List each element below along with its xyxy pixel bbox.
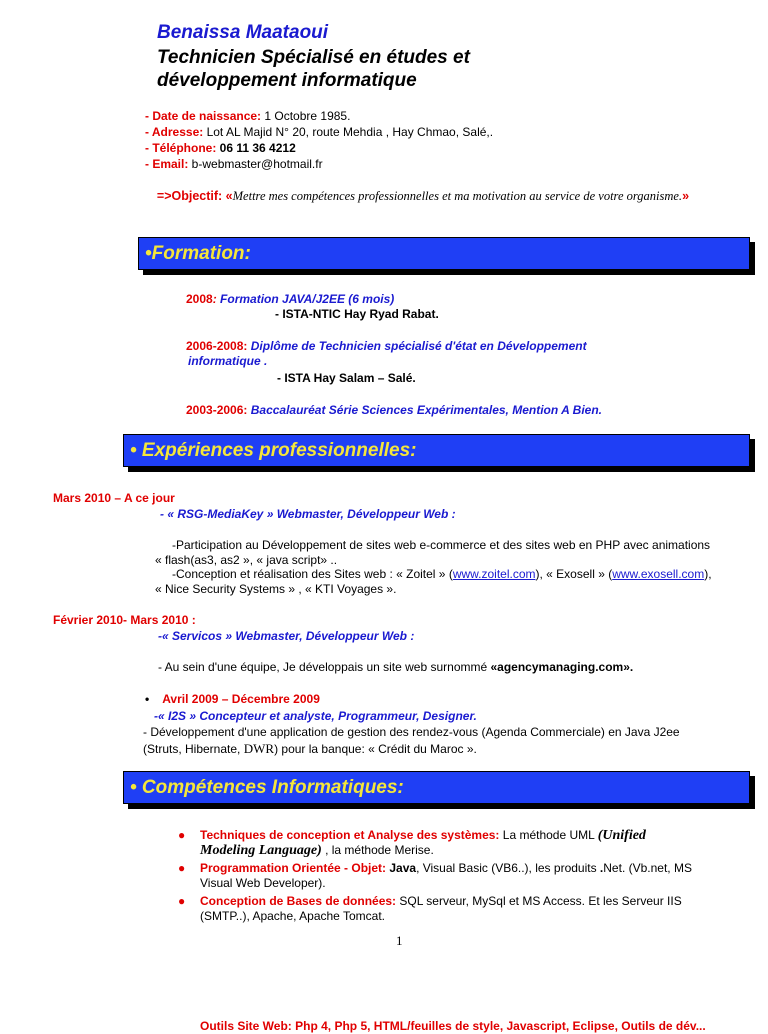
personal-info xyxy=(145,108,493,172)
page-number: 1 xyxy=(396,933,403,948)
experience-description: « flash(as3, as2 », « java script» .. xyxy=(155,553,338,567)
formation-diploma: Baccalauréat Série Sciences Expérimentales, Mention A Bien. xyxy=(250,403,602,417)
objective-open-quote: « xyxy=(222,189,233,203)
skill-item: ● Programmation Orientée - Objet: Java, Visual Basic (VB6..), les produits .Net. (Vb.net, MS Visual Web Developer). xyxy=(178,861,692,890)
title-line-1: Technicien Spécialisé en études et xyxy=(157,47,470,68)
email-label: - Email: xyxy=(145,157,189,171)
email-row xyxy=(145,156,493,172)
birth-label: - Date de naissance: xyxy=(145,109,262,123)
formation-year: 2008 xyxy=(186,292,213,306)
candidate-title xyxy=(157,46,470,92)
experience-role: - « RSG-MediaKey » Webmaster, Développeur Web : xyxy=(160,507,456,521)
section-experience-header: • Expériences professionnelles: xyxy=(123,434,750,467)
formation-school: - ISTA Hay Salam – Salé. xyxy=(277,371,416,385)
bullet: ● xyxy=(178,861,186,875)
address-value: Lot AL Majid N° 20, route Mehdia , Hay Chmao, Salé,. xyxy=(203,125,494,139)
experience-role: -« I2S » Concepteur et analyste, Programmeur, Designer. xyxy=(154,709,477,723)
email-value: b-webmaster@hotmail.fr xyxy=(188,157,323,171)
experience-description: - Au sein d'une équipe, Je développais un site web surnommé «agencymanaging.com». xyxy=(158,660,634,674)
formation-diploma-cont: informatique . xyxy=(188,354,268,368)
experience-period: Février 2010- Mars 2010 : xyxy=(53,613,196,627)
bullet: ● xyxy=(178,828,186,842)
formation-item-3: 2003-2006: Baccalauréat Série Sciences Expérimentales, Mention A Bien. xyxy=(186,403,602,417)
exosell-link[interactable]: www.exosell.com xyxy=(612,567,705,581)
experience-description: « Nice Security Systems » , « KTI Voyages ». xyxy=(155,582,397,596)
experience-description: -Conception et réalisation des Sites web : « Zoitel » (www.zoitel.com), « Exosell » (www.exosell.com), xyxy=(172,567,712,581)
experience-description: (Struts, Hibernate, DWR) pour la banque: « Crédit du Maroc ». xyxy=(143,741,477,756)
skill-item: ● Techniques de conception et Analyse des systèmes: La méthode UML (Unified Modeling Language) , la méthode Merise. xyxy=(178,828,646,858)
objective-text: Mettre mes compétences professionnelles et ma motivation au service de votre organisme. xyxy=(232,189,683,203)
address-label: - Adresse: xyxy=(145,125,204,139)
formation-year: 2003-2006 xyxy=(186,403,244,417)
birth-value: 1 Octobre 1985. xyxy=(261,109,351,123)
address-row xyxy=(145,124,493,140)
objective-close-quote: » xyxy=(682,189,690,203)
bullet: ● xyxy=(178,894,186,908)
objective xyxy=(143,187,743,205)
phone-value: 06 11 36 4212 xyxy=(216,141,296,155)
candidate-name: Benaissa Maataoui xyxy=(157,22,329,43)
skill-item: ● Conception de Bases de données: SQL serveur, MySql et MS Access. Et les Serveur IIS (SMTP..), Apache, Apache Tomcat. xyxy=(178,894,682,923)
formation-item-1: 2008: Formation JAVA/J2EE (6 mois) xyxy=(186,292,395,306)
formation-year: 2006-2008 xyxy=(186,339,244,353)
formation-school: - ISTA-NTIC Hay Ryad Rabat. xyxy=(275,307,439,321)
experience-role: -« Servicos » Webmaster, Développeur Web : xyxy=(158,629,415,643)
experience-period: Avril 2009 – Décembre 2009 xyxy=(162,692,320,706)
experience-period: Mars 2010 – A ce jour xyxy=(53,491,175,505)
section-formation-header: •Formation: xyxy=(138,237,750,270)
experience-description: -Participation au Développement de sites web e-commerce et des sites web en PHP avec animations xyxy=(172,538,711,552)
cut-off-line: Outils Site Web: Php 4, Php 5, HTML/feuilles de style, Javascript, Eclipse, Outils de dév... xyxy=(200,1019,706,1033)
section-skills-header: • Compétences Informatiques: xyxy=(123,771,750,804)
phone-label: - Téléphone: xyxy=(145,141,217,155)
bullet: • xyxy=(145,692,150,706)
birth-row xyxy=(145,108,493,124)
formation-diploma: Formation JAVA/J2EE (6 mois) xyxy=(220,292,395,306)
objective-label: =>Objectif: xyxy=(156,189,223,203)
formation-diploma: Diplôme de Technicien spécialisé d'état en Développement xyxy=(250,339,587,353)
zoitel-link[interactable]: www.zoitel.com xyxy=(452,567,536,581)
formation-item-2: 2006-2008: Diplôme de Technicien spécialisé d'état en Développement xyxy=(186,339,587,353)
skills-list xyxy=(175,828,747,927)
experience-item-3 xyxy=(145,692,320,707)
experience-description: - Développement d'une application de gestion des rendez-vous (Agenda Commerciale) en Java J2ee xyxy=(143,725,680,739)
title-line-2: développement informatique xyxy=(157,70,417,91)
phone-row xyxy=(145,140,493,156)
